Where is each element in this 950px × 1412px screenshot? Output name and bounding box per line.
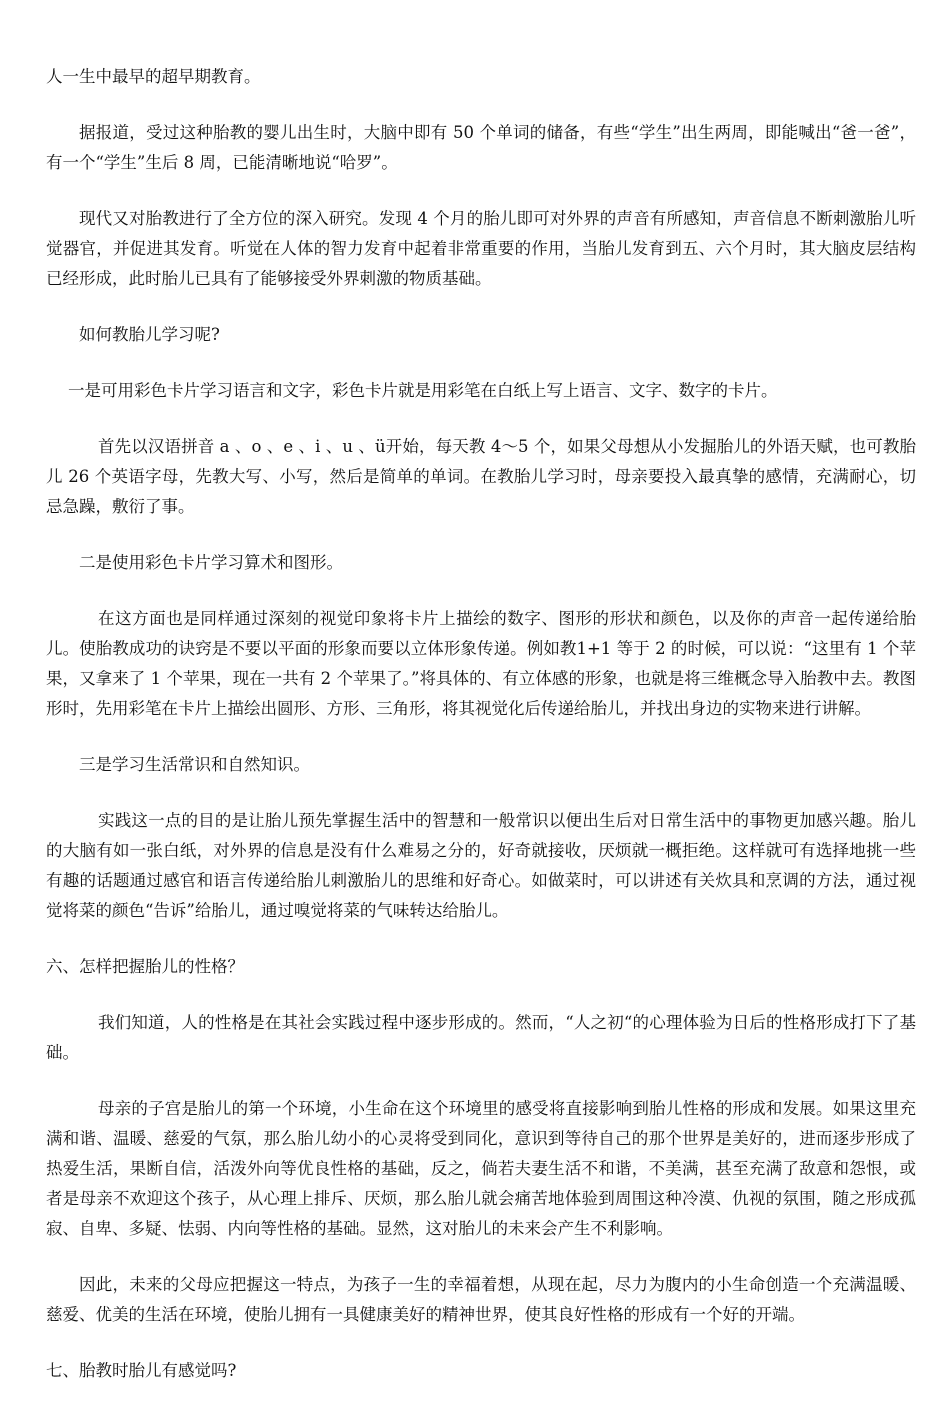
point-one-heading: 一是可用彩色卡片学习语言和文字，彩色卡片就是用彩笔在白纸上写上语言、文字、数字的卡片。 xyxy=(68,381,778,400)
paragraph-uterus-environment: 母亲的子宫是胎儿的第一个环境，小生命在这个环境里的感受将直接影响到胎儿性格的形成和发展。如果这里充满和谐、温暖、慈爱的气氛，那么胎儿幼小的心灵将受到同化，意识到等待自己的那个世界是美好的，进而逐步形成了热爱生活，果断自信，活泼外向等优良性格的基础，反之，倘若夫妻生活不和谐，不美满，甚至充满了敌意和怨恨，或者是母亲不欢迎这个孩子，从心理上排斥、厌烦，那么胎儿就会痛苦地体验到周围这种冷漠、仇视的氛围，随之形成孤寂、自卑、多疑、怯弱、内向等性格的基础。显然，这对胎儿的未来会产生不利影响。 xyxy=(46,1099,916,1238)
paragraph-common-sense: 实践这一点的目的是让胎儿预先掌握生活中的智慧和一般常识以便出生后对日常生活中的事物更加感兴趣。胎儿的大脑有如一张白纸，对外界的信息是没有什么难易之分的，好奇就接收，厌烦就一概拒绝。这样就可有选择地挑一些有趣的话题通过感官和语言传递给胎儿刺激胎儿的思维和好奇心。如做菜时，可以讲述有关炊具和烹调的方法，通过视觉将菜的颜色“告诉”给胎儿，通过嗅觉将菜的气味转达给胎儿。 xyxy=(46,811,916,920)
point-three-heading: 三是学习生活常识和自然知识。 xyxy=(79,755,310,774)
paragraph-continuation: 人一生中最早的超早期教育。 xyxy=(46,67,261,86)
section-seven-heading: 七、胎教时胎儿有感觉吗? xyxy=(46,1361,237,1380)
point-two-heading: 二是使用彩色卡片学习算术和图形。 xyxy=(79,553,343,572)
paragraph-parents-advice: 因此，未来的父母应把握这一特点，为孩子一生的幸福着想，从现在起，尽力为腹内的小生命创造一个充满温暖、慈爱、优美的生活在环境，使胎儿拥有一具健康美好的精神世界，使其良好性格的形成有一个好的开端。 xyxy=(46,1275,916,1324)
document-page xyxy=(46,62,916,1412)
question-how-to-teach: 如何教胎儿学习呢? xyxy=(79,325,220,344)
paragraph-modern-research: 现代又对胎教进行了全方位的深入研究。发现 4 个月的胎儿即可对外界的声音有所感知，声音信息不断刺激胎儿听觉器官，并促进其发育。听觉在人体的智力发育中起着非常重要的作用，当胎儿发育到五、六个月时，其大脑皮层结构已经形成，此时胎儿已具有了能够接受外界刺激的物质基础。 xyxy=(46,209,916,288)
paragraph-arithmetic: 在这方面也是同样通过深刻的视觉印象将卡片上描绘的数字、图形的形状和颜色，以及你的声音一起传递给胎儿。使胎教成功的诀窍是不要以平面的形象而要以立体形象传递。例如教1+1 等于 2 的时候，可以说：“这里有 1 个苹果，又拿来了 1 个苹果，现在一共有 2 个苹果了。”将具体的、有立体感的形象，也就是将三维概念导入胎教中去。教图形时，先用彩笔在卡片上描绘出圆形、方形、三角形，将其视觉化后传递给胎儿，并找出身边的实物来进行讲解。 xyxy=(46,609,916,718)
section-six-heading: 六、怎样把握胎儿的性格？ xyxy=(46,957,244,976)
paragraph-report: 据报道，受过这种胎教的婴儿出生时，大脑中即有 50 个单词的储备，有些“学生”出生两周，即能喊出“爸一爸”，有一个“学生”生后 8 周，已能清晰地说“哈罗”。 xyxy=(46,123,916,172)
paragraph-personality: 我们知道，人的性格是在其社会实践过程中逐步形成的。然而，“人之初“的心理体验为日后的性格形成打下了基础。 xyxy=(46,1013,916,1062)
paragraph-pinyin: 首先以汉语拼音 a 、o 、e 、i 、u 、ü开始，每天教 4～5 个，如果父母想从小发掘胎儿的外语天赋，也可教胎儿 26 个英语字母，先教大写、小写，然后是简单的单词。在教胎儿学习时，母亲要投入最真挚的感情，充满耐心，切忌急躁，敷衍了事。 xyxy=(46,437,916,516)
